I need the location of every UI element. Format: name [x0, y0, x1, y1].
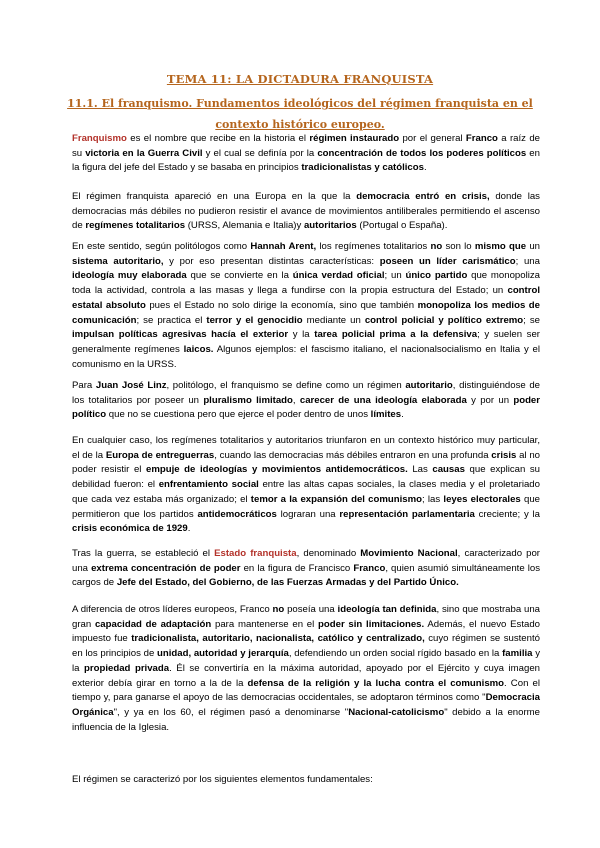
text-run: entre las altas capas sociales, la clases media y el proletariado que cada vez estaba más organizado; el [72, 479, 540, 505]
text-run: los regímenes totalitarios [316, 241, 431, 252]
bold-text: no [430, 241, 443, 252]
bold-text: control estatal absoluto [72, 285, 540, 311]
highlighted-term: Estado franquista [214, 548, 297, 559]
text-run: creciente; y la [474, 508, 540, 520]
bold-text: poder sin limitaciones. [318, 618, 425, 630]
bold-text: monopoliza los medios de comunicación [72, 299, 540, 326]
bold-text: Jefe del Estado, del Gobierno, de las Fuerzas Armadas y del Partido Único. [116, 577, 459, 589]
text-run: , quien asumió simultáneamente los cargos de [72, 562, 540, 589]
section-subtitle-line1: 11.1. El franquismo. Fundamentos ideológicos del régimen franquista en el [67, 97, 533, 110]
text-run: El régimen franquista apareció en una Europa en la que la [72, 191, 357, 202]
bold-text: Europa de entreguerras [105, 449, 215, 461]
bold-text: única verdad oficial [292, 270, 385, 282]
text-run: Además, el nuevo Estado impuesto fue [72, 618, 540, 645]
bold-text: regímenes totalitarios [85, 220, 186, 232]
text-run: , politólogo, el franquismo se define como un régimen [166, 380, 406, 391]
bold-text: extrema concentración de poder [91, 562, 241, 574]
text-run: y la [72, 648, 541, 674]
bold-text: sistema autoritario, [72, 255, 164, 267]
document-title: TEMA 11: LA DICTADURA FRANQUISTA [166, 72, 434, 86]
bold-text: temor a la expansión del comunismo [250, 493, 423, 505]
text-run: ; y suelen ser generalmente regímenes [72, 329, 540, 355]
text-run: , cuando las democracias más débiles entraron en una profunda [214, 449, 492, 461]
text-run: " debido a la enorme influencia de la Iglesia. [72, 706, 540, 733]
bold-text: tradicionalista, autoritario, nacionalista, católico y centralizado, [131, 633, 425, 645]
text-run: cuyo régimen se sustentó en los principios de [72, 633, 540, 660]
text-run: En cualquier caso, los regímenes totalitarios y autoritarios triunfaron en un contexto histórico muy particular, el de la [72, 435, 540, 461]
text-run: a raíz de su [72, 133, 541, 159]
paragraph-interwar-crisis [72, 434, 540, 537]
paragraph-franquismo-definition [72, 132, 540, 176]
bold-text: pluralismo limitado [203, 394, 293, 406]
bold-text: representación parlamentaria [339, 508, 475, 520]
text-run: , [292, 394, 300, 406]
section-subtitle [0, 93, 600, 135]
text-run: un [526, 241, 540, 252]
bold-text: ideología tan definida [337, 604, 437, 615]
bold-text: Franco [353, 562, 386, 574]
bold-text: propiedad privada [84, 662, 170, 674]
text-run: y por eso presentan distintas características: [163, 255, 380, 267]
text-run: que monopoliza toda la actividad, controla a las masas y llega a fundirse con la propia estructura del Estado; un [72, 270, 540, 297]
text-run: por el general [399, 133, 466, 144]
bold-text: ideología muy elaborada [72, 270, 187, 282]
text-run: son lo [442, 241, 475, 252]
text-run: , sino que mostraba una gran [72, 604, 541, 630]
bold-text: régimen instaurado [309, 133, 400, 144]
text-run: mediante un [302, 314, 365, 326]
bold-text: terror y el genocidio [206, 314, 303, 326]
text-run: que se convierte en la [186, 270, 293, 282]
text-run: . Él se convertiría en la máxima autoridad, apoyado por el Ejército y cuya imagen exterior debía girar en torno a la de la [72, 662, 540, 689]
text-run: (URSS, Alemania e Italia)y [185, 220, 304, 232]
text-run: ; se practica el [136, 314, 207, 326]
bold-text: único partido [405, 270, 468, 282]
text-run: , denominado [296, 548, 361, 559]
bold-text: poseen un líder carismático [379, 255, 516, 267]
bold-text: democracia entró en crisis, [356, 191, 490, 202]
text-run: En este sentido, según politólogos como [72, 241, 251, 252]
text-run: Las [407, 464, 433, 476]
text-run: Tras la guerra, se estableció el [72, 548, 215, 559]
bold-text: carecer de una ideología elaborada [299, 394, 467, 406]
bold-text: capacidad de adaptación [94, 618, 212, 630]
text-run: en la figura del jefe del Estado y se basaba en principios [72, 147, 540, 174]
paragraph-franquist-state [72, 547, 540, 591]
text-run: y el cual se definía por la [202, 147, 318, 159]
bold-text: no [272, 604, 285, 615]
bold-text: tradicionalistas y católicos [301, 162, 424, 174]
bold-text: autoritarios [303, 220, 357, 232]
bold-text: defensa de la religión y la lucha contra el comunismo [247, 677, 505, 689]
bold-text: enfrentamiento social [158, 479, 259, 491]
text-run: A diferencia de otros líderes europeos, Franco [72, 604, 273, 615]
highlighted-term: Franquismo [72, 133, 127, 144]
text-run: que explican su debilidad fueron: el [72, 464, 541, 491]
text-run: donde las democracias más débiles no pudieron resistir el avance de movimientos antiliberales permitiendo el ascenso de [72, 191, 540, 232]
text-run: para mantenerse en el [211, 618, 319, 630]
bold-text: laicos. [183, 343, 214, 355]
text-run: Algunos ejemplos: el fascismo italiano, el nacionalsocialismo en Italia y el comunismo en la URSS. [72, 343, 541, 370]
text-run: que permitieron que los partidos [72, 493, 540, 520]
bold-text: Movimiento Nacional [360, 548, 458, 559]
text-run: ; una [515, 255, 540, 267]
bold-text: Franco [465, 133, 498, 144]
text-run: . Con el tiempo y, para ganarse el apoyo de las democracias occidentales, se adoptaron términos como " [72, 677, 540, 704]
bold-text: Hannah Arent, [250, 241, 317, 252]
text-run: El régimen se caracterizó por los siguientes elementos fundamentales: [72, 774, 373, 785]
text-run: pues el Estado no solo dirige la economía, sino que también [145, 299, 418, 311]
paragraph-european-context [72, 190, 540, 234]
text-run: y por un [466, 394, 514, 406]
bold-text: antidemocráticos [197, 508, 277, 520]
bold-text: victoria en la Guerra Civil [85, 147, 203, 159]
bold-text: límites [370, 409, 402, 421]
text-run: al no poder resistir el [72, 449, 540, 476]
text-run: , defendiendo un orden social rígido basado en la [288, 648, 503, 660]
text-run: . [401, 409, 404, 421]
paragraph-totalitarian-traits [72, 240, 540, 372]
text-run: Para [72, 380, 96, 391]
text-run: (Portugal o España). [356, 220, 448, 232]
text-run: ; se [523, 314, 540, 326]
text-run: . [423, 162, 427, 174]
section-subtitle-line2: contexto histórico europeo. [215, 118, 385, 131]
text-run: ", y ya en los 60, el régimen pasó a denominarse " [113, 706, 349, 718]
bold-text: control policial y político extremo [364, 314, 524, 326]
paragraph-franco-ideology [72, 603, 540, 735]
text-run: es el nombre que recibe en la historia el [126, 133, 310, 144]
bold-text: causas [432, 464, 465, 476]
text-run: lograran una [276, 508, 340, 520]
text-run: en la figura de Francisco [240, 562, 354, 574]
paragraph-fundamental-elements [72, 773, 540, 788]
bold-text: Democracia Orgánica [72, 692, 540, 718]
text-run: ; las [422, 493, 444, 505]
text-run: , caracterizado por una [72, 548, 540, 574]
text-run: y la [288, 329, 315, 341]
bold-text: Nacional-catolicismo [348, 706, 445, 718]
bold-text: mismo que [474, 241, 527, 252]
bold-text: tarea policial prima a la defensiva [314, 329, 478, 341]
paragraph-linz-definition [72, 379, 540, 423]
bold-text: crisis [491, 449, 517, 461]
text-run: , distinguiéndose de los totalitarios por poseer un [72, 380, 541, 406]
bold-text: unidad, autoridad y jerarquía [157, 648, 289, 660]
text-run: que no se cuestiona pero que ejerce el poder dentro de unos [106, 409, 371, 421]
bold-text: familia [502, 648, 533, 660]
bold-text: empuje de ideologías y movimientos antidemocráticos. [146, 464, 408, 476]
bold-text: leyes electorales [443, 493, 521, 505]
bold-text: impulsan políticas agresivas hacía el exterior [72, 329, 289, 341]
text-run: poseía una [284, 604, 338, 615]
bold-text: concentración de todos los poderes políticos [317, 147, 527, 159]
text-run: ; un [384, 270, 406, 282]
bold-text: crisis económica de 1929 [72, 523, 188, 535]
bold-text: poder político [72, 394, 540, 421]
bold-text: autoritario [405, 380, 453, 391]
bold-text: Juan José Linz [95, 380, 167, 391]
text-run: . [187, 523, 191, 535]
